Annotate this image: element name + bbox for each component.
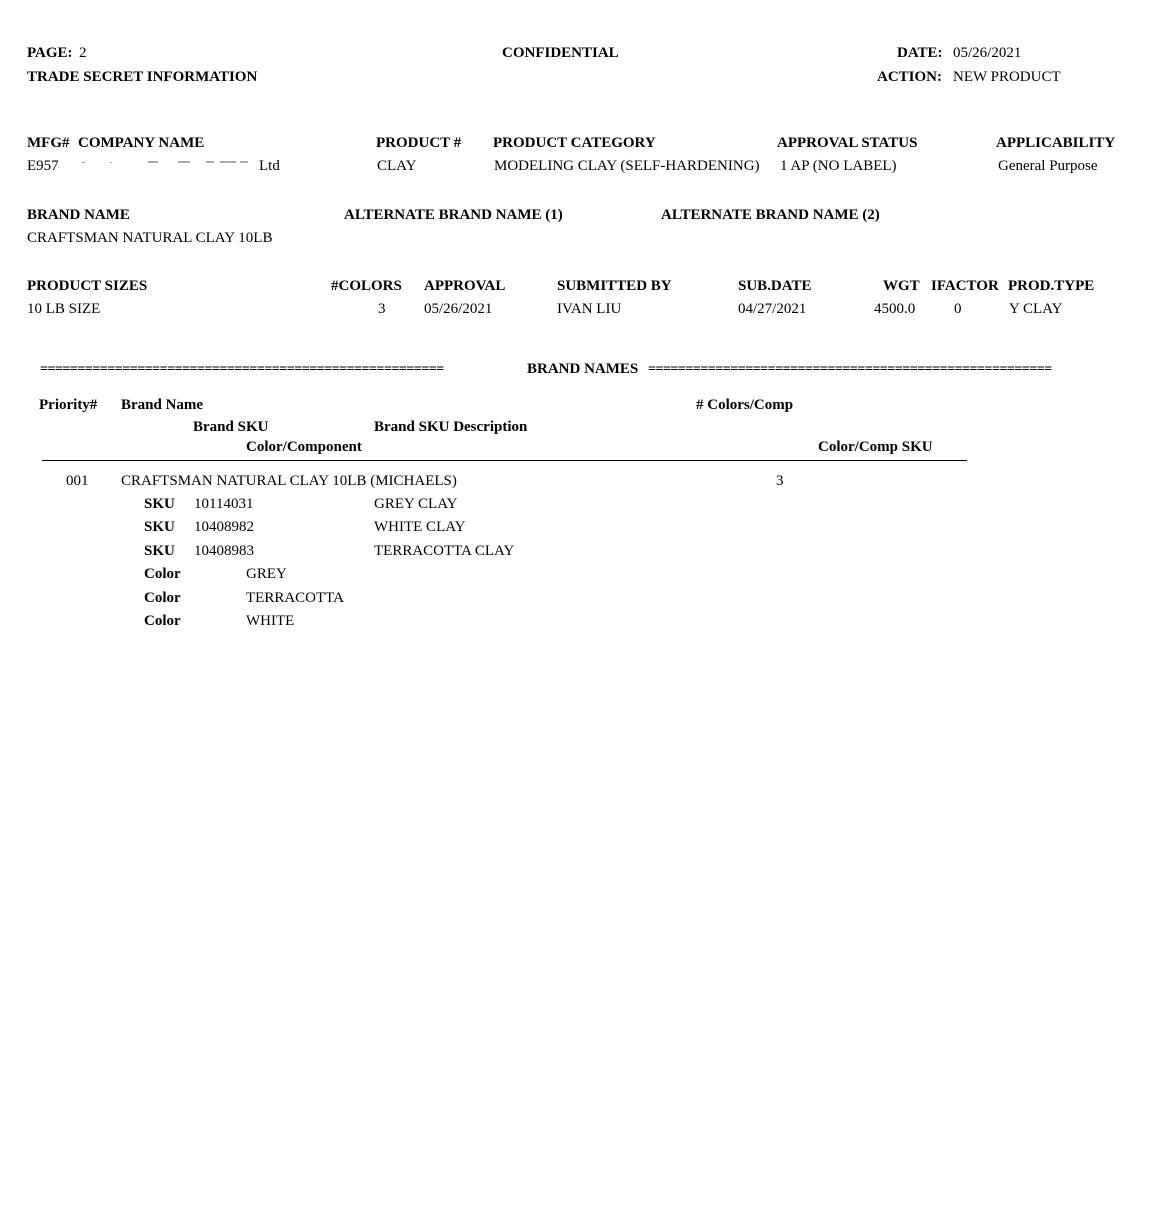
- separator-left: ======================================================: [40, 362, 444, 377]
- entry-priority: 001: [66, 473, 89, 489]
- color-value: GREY: [246, 566, 287, 582]
- trade-secret-heading: TRADE SECRET INFORMATION: [27, 69, 258, 85]
- mfg-value: E957: [27, 158, 59, 174]
- confidential-heading: CONFIDENTIAL: [502, 45, 619, 61]
- sku-description: GREY CLAY: [374, 496, 458, 512]
- submitted-by-label: SUBMITTED BY: [557, 278, 672, 294]
- date-label: DATE:: [897, 45, 943, 61]
- product-sizes-label: PRODUCT SIZES: [27, 278, 148, 294]
- sku-description: TERRACOTTA CLAY: [374, 543, 515, 559]
- colors-comp-header: # Colors/Comp: [696, 397, 794, 413]
- submitted-by-value: IVAN LIU: [557, 301, 622, 317]
- priority-header: Priority#: [39, 397, 98, 413]
- product-number-value: CLAY: [377, 158, 417, 174]
- page-number: 2: [79, 45, 87, 61]
- separator-right: ======================================================: [648, 362, 1052, 377]
- sub-date-value: 04/27/2021: [738, 301, 807, 317]
- color-label: Color: [144, 566, 181, 582]
- approval-status-value: 1 AP (NO LABEL): [780, 158, 897, 174]
- sku-value: 10408983: [194, 543, 254, 559]
- entry-colors-comp: 3: [776, 473, 784, 489]
- sku-value: 10408982: [194, 519, 254, 535]
- applicability-label: APPLICABILITY: [996, 135, 1116, 151]
- product-category-label: PRODUCT CATEGORY: [493, 135, 656, 151]
- company-name-suffix: Ltd: [259, 158, 280, 174]
- action-label: ACTION:: [877, 69, 943, 85]
- sku-label: SKU: [144, 543, 175, 559]
- brand-sku-header: Brand SKU: [193, 419, 269, 435]
- product-sizes-value: 10 LB SIZE: [27, 301, 101, 317]
- colors-count-label: #COLORS: [331, 278, 402, 294]
- sku-label: SKU: [144, 519, 175, 535]
- page-label: PAGE:: [27, 45, 73, 61]
- color-value: TERRACOTTA: [246, 590, 344, 606]
- alternate-brand-2-label: ALTERNATE BRAND NAME (2): [661, 207, 880, 223]
- brand-sku-description-header: Brand SKU Description: [374, 419, 528, 435]
- redacted-company-name: [80, 160, 256, 170]
- color-comp-sku-header: Color/Comp SKU: [818, 439, 933, 455]
- alternate-brand-1-label: ALTERNATE BRAND NAME (1): [344, 207, 563, 223]
- weight-label: WGT: [883, 278, 920, 294]
- sku-description: WHITE CLAY: [374, 519, 466, 535]
- product-category-value: MODELING CLAY (SELF-HARDENING): [494, 158, 760, 174]
- ifactor-value: 0: [954, 301, 962, 317]
- color-component-header: Color/Component: [246, 439, 362, 455]
- sku-label: SKU: [144, 496, 175, 512]
- weight-value: 4500.0: [874, 301, 916, 317]
- ifactor-label: IFACTOR: [931, 278, 999, 294]
- entry-brand-name: CRAFTSMAN NATURAL CLAY 10LB (MICHAELS): [121, 473, 457, 489]
- color-value: WHITE: [246, 613, 295, 629]
- date-value: 05/26/2021: [953, 45, 1022, 61]
- product-type-label: PROD.TYPE: [1008, 278, 1095, 294]
- mfg-label: MFG#: [27, 135, 70, 151]
- brand-name-header: Brand Name: [121, 397, 204, 413]
- color-label: Color: [144, 590, 181, 606]
- action-value: NEW PRODUCT: [953, 69, 1061, 85]
- color-label: Color: [144, 613, 181, 629]
- applicability-value: General Purpose: [998, 158, 1098, 174]
- colors-count-value: 3: [378, 301, 386, 317]
- header-divider: [42, 460, 967, 461]
- approval-label: APPROVAL: [424, 278, 506, 294]
- company-name-label: COMPANY NAME: [78, 135, 205, 151]
- brand-name-value: CRAFTSMAN NATURAL CLAY 10LB: [27, 230, 273, 246]
- brand-name-label: BRAND NAME: [27, 207, 130, 223]
- sub-date-label: SUB.DATE: [738, 278, 812, 294]
- product-type-value: Y CLAY: [1009, 301, 1063, 317]
- sku-value: 10114031: [194, 496, 254, 512]
- brand-names-title: BRAND NAMES: [527, 361, 639, 377]
- approval-status-label: APPROVAL STATUS: [777, 135, 918, 151]
- approval-date-value: 05/26/2021: [424, 301, 493, 317]
- product-number-label: PRODUCT #: [376, 135, 462, 151]
